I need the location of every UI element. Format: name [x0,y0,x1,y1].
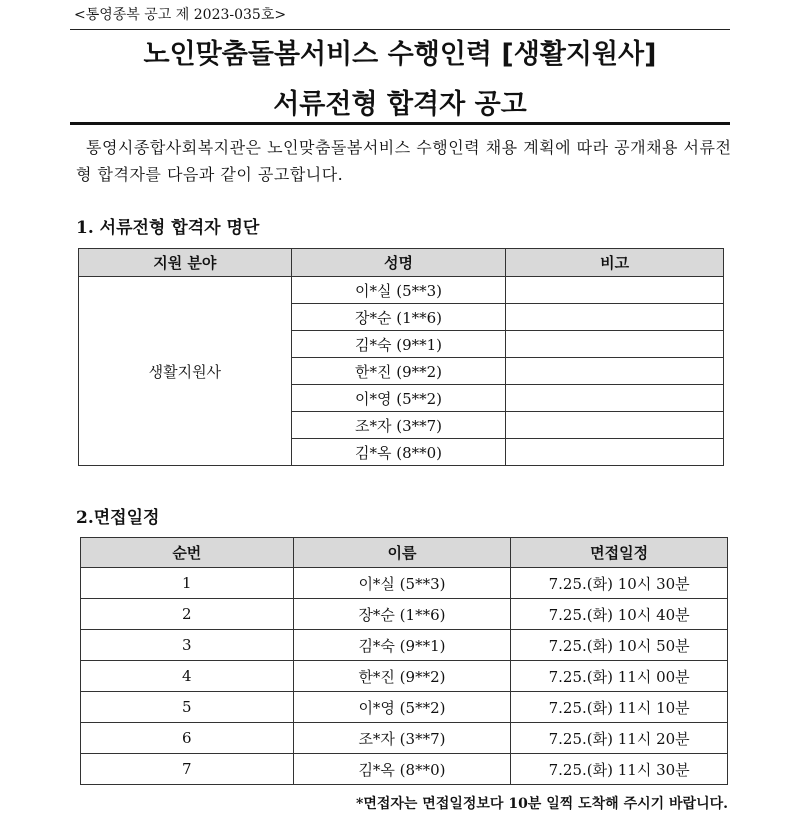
name-cell: 이*실 (5**3) [291,277,506,304]
footnote: *면접자는 면접일정보다 10분 일찍 도착해 주시기 바랍니다. [356,796,728,812]
schedule-cell: 7.25.(화) 10시 40분 [511,599,728,630]
name-cell: 조*자 (3**7) [291,412,506,439]
table-row [81,723,728,754]
table-row [81,630,728,661]
header-name: 성명 [291,249,506,277]
table-row [81,568,728,599]
intro-paragraph: 통영시종합사회복지관은 노인맞춤돌봄서비스 수행인력 채용 계획에 따라 공개채용 서류전형 합격자를 다음과 같이 공고합니다. [76,138,732,184]
header-note: 비고 [506,249,724,277]
name-cell: 이*실 (5**3) [293,568,511,599]
name-cell: 이*영 (5**2) [291,385,506,412]
section1-heading: 1. 서류전형 합격자 명단 [76,218,260,238]
table-row [79,277,724,304]
table-header-row [81,538,728,568]
schedule-cell: 7.25.(화) 11시 20분 [511,723,728,754]
order-cell: 7 [81,754,294,785]
notice-number: <통영종복 공고 제 2023-035호> [74,7,287,23]
table-header-row [79,249,724,277]
order-cell: 4 [81,661,294,692]
order-cell: 5 [81,692,294,723]
order-cell: 3 [81,630,294,661]
header-schedule: 면접일정 [511,538,728,568]
name-cell: 장*순 (1**6) [291,304,506,331]
order-cell: 6 [81,723,294,754]
table-row [81,599,728,630]
interview-schedule-table [80,537,728,785]
name-cell: 이*영 (5**2) [293,692,511,723]
note-cell [506,331,724,358]
title-line-1: 노인맞춤돌봄서비스 수행인력 [생활지원사] [143,39,657,70]
note-cell [506,304,724,331]
name-cell: 조*자 (3**7) [293,723,511,754]
schedule-cell: 7.25.(화) 11시 00분 [511,661,728,692]
schedule-cell: 7.25.(화) 10시 30분 [511,568,728,599]
schedule-cell: 7.25.(화) 11시 30분 [511,754,728,785]
order-cell: 1 [81,568,294,599]
name-cell: 장*순 (1**6) [293,599,511,630]
order-cell: 2 [81,599,294,630]
table-row [81,661,728,692]
name-cell: 한*진 (9**2) [291,358,506,385]
top-divider [70,29,730,30]
header-order: 순번 [81,538,294,568]
note-cell [506,439,724,466]
note-cell [506,277,724,304]
schedule-cell: 7.25.(화) 10시 50분 [511,630,728,661]
note-cell [506,358,724,385]
note-cell [506,385,724,412]
table-row [81,692,728,723]
title-line-2: 서류전형 합격자 공고 [273,89,527,120]
name-cell: 김*옥 (8**0) [291,439,506,466]
title-divider [70,122,730,125]
header-name: 이름 [293,538,511,568]
table-row [81,754,728,785]
name-cell: 김*숙 (9**1) [291,331,506,358]
section2-heading: 2.면접일정 [76,508,160,528]
schedule-cell: 7.25.(화) 11시 10분 [511,692,728,723]
header-field: 지원 분야 [79,249,292,277]
field-cell: 생활지원사 [79,277,292,466]
note-cell [506,412,724,439]
name-cell: 한*진 (9**2) [293,661,511,692]
name-cell: 김*옥 (8**0) [293,754,511,785]
name-cell: 김*숙 (9**1) [293,630,511,661]
passed-list-table [78,248,724,466]
